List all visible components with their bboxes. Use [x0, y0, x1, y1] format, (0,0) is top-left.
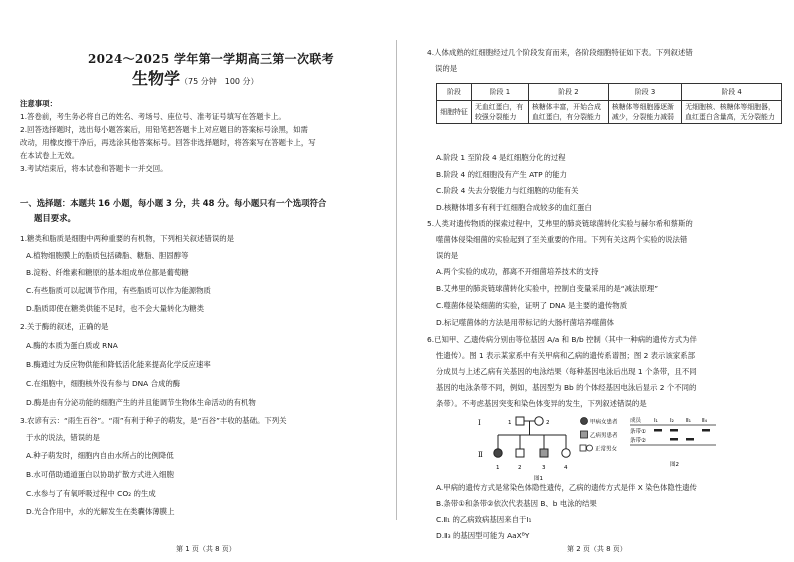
question-3-option-a: A.种子萌发时，细胞内自由水所占的比例降低 [26, 451, 174, 460]
electrophoresis-figure-2 [630, 414, 726, 470]
question-1-option-d: D.脂质即使在糖类供能不足时，也不会大量转化为糖类 [26, 304, 205, 313]
question-5-option-a: A.两个实验的成功，都离不开细菌培养技术的支持 [436, 267, 599, 276]
question-3-option-c: C.水参与了有氧呼吸过程中 CO₂ 的生成 [26, 489, 156, 498]
table-row [437, 101, 782, 124]
table-header-row [437, 84, 782, 101]
table-header-cell: 阶段 1 [472, 84, 529, 101]
question-4-stem-cont: 误的是 [435, 64, 458, 73]
cell-stage-table [436, 83, 782, 124]
subject-line [132, 66, 259, 89]
question-2-option-b: B.酶通过为反应物供能和降低活化能来提高化学反应速率 [26, 360, 211, 369]
individual-number: 2 [518, 465, 522, 471]
section-heading: 一、选择题：本题共 16 小题，每小题 3 分，共 48 分。每小题只有一个选项符合 [20, 198, 327, 208]
question-3-option-d: D.光合作用中，水的光解发生在类囊体薄膜上 [26, 507, 175, 516]
gel-row-label: 条带② [630, 438, 646, 444]
gel-row-label: 条带① [630, 429, 646, 435]
notice-line: 在本试卷上无效。 [20, 151, 80, 160]
individual-number: 3 [542, 465, 546, 471]
gel-band [702, 429, 710, 432]
legend-label: 正常男女 [595, 446, 618, 453]
pedigree-male-normal [516, 417, 524, 425]
table-cell: 核糖体丰富，开始合成血红蛋白，有分裂能力 [528, 101, 608, 124]
question-3-stem: 3.农谚有云：“雨生百谷”。“雨”有利于种子的萌发，是“百谷”丰收的基础。下列关 [20, 416, 287, 425]
pedigree-female-normal [562, 449, 570, 457]
question-4-option-d: D.核糖体增多有利于红细胞合成较多的血红蛋白 [436, 203, 592, 212]
legend-normal-female-icon [587, 445, 593, 451]
exam-title: 2024～2025 学年第一学期高三第一次联考 [88, 52, 334, 66]
legend-label: 甲病女患者 [590, 419, 618, 426]
table-header-cell: 阶段 3 [608, 84, 681, 101]
question-6-option-d: D.Ⅱ₃ 的基因型可能为 AaXᴮY [436, 531, 530, 540]
table-row-label: 细胞特征 [437, 101, 472, 124]
question-6-option-b: B.条带①和条带②依次代表基因 B、b 电泳的结果 [436, 499, 597, 508]
notice-line: 2.回答选择题时，选出每小题答案后，用铅笔把答题卡上对应题目的答案标号涂黑，如需 [20, 125, 308, 134]
gel-header: Ⅰ₁ [654, 418, 658, 424]
gel-header: Ⅱ₁ [686, 418, 691, 424]
subject-name: 生物学 [132, 69, 181, 88]
question-5-stem-cont: 误的是 [436, 251, 459, 260]
question-4-option-b: B.阶段 4 的红细胞没有产生 ATP 的能力 [436, 170, 568, 179]
question-4-stem: 4.人体成熟的红细胞经过几个阶段发育而来，各阶段细胞特征如下表。下列叙述错 [427, 48, 693, 57]
question-6-option-c: C.Ⅱ₁ 的乙病致病基因来自于Ⅰ₁ [436, 515, 532, 524]
individual-number: 4 [564, 465, 568, 471]
figure-2-caption: 图2 [670, 462, 679, 468]
individual-number: 1 [496, 465, 500, 471]
question-3-option-b: B.水可借助通道蛋白以协助扩散方式进入细胞 [26, 470, 174, 479]
notice-line: 1.答卷前，考生务必将自己的姓名、考场号、座位号、准考证号填写在答题卡上。 [20, 112, 286, 121]
gel-band [670, 438, 678, 441]
generation-1-label: Ⅰ [478, 419, 481, 427]
individual-number: 1 [508, 420, 512, 426]
legend-affected-female-icon [581, 418, 588, 425]
question-2-option-d: D.酶是由有分泌功能的细胞产生的并且能调节生物体生命活动的有机物 [26, 398, 256, 407]
gel-band [654, 429, 662, 432]
individual-number: 2 [546, 420, 550, 426]
notice-heading: 注意事项： [20, 99, 57, 108]
table-cell: 无细胞核、核糖体等细胞器，血红蛋白含量高，无分裂能力 [682, 101, 782, 124]
section-heading-cont: 题目要求。 [34, 213, 76, 223]
question-6-stem-cont: 基因的电泳条带不同，例如，基因型为 Bb 的个体经基因电泳后显示 2 个不同的 [436, 383, 697, 392]
question-5-option-c: C.噬菌体侵染细菌的实验，证明了 DNA 是主要的遗传物质 [436, 301, 628, 310]
pedigree-male-affected-b [540, 449, 548, 457]
question-6-option-a: A.甲病的遗传方式是常染色体隐性遗传，乙病的遗传方式是伴 X 染色体隐性遗传 [436, 483, 697, 492]
question-1-option-b: B.淀粉、纤维素和糖原的基本组成单位都是葡萄糖 [26, 268, 189, 277]
question-3-stem-cont: 于水的说法，错误的是 [26, 433, 100, 442]
question-2-stem: 2.关于酶的叙述，正确的是 [20, 322, 109, 331]
gel-band [686, 438, 694, 441]
legend-normal-male-icon [580, 445, 586, 451]
table-cell: 核糖体等细胞器逐渐减少，分裂能力减弱 [608, 101, 681, 124]
question-4-option-a: A.阶段 1 至阶段 4 是红细胞分化的过程 [436, 153, 566, 162]
table-cell: 无血红蛋白，有较强分裂能力 [472, 101, 529, 124]
table-header-cell: 阶段 2 [528, 84, 608, 101]
legend-affected-male-icon [581, 431, 588, 438]
question-6-stem-cont: 条带）。不考虑基因突变和染色体变异的发生，下列叙述错误的是 [436, 399, 647, 408]
notice-line: 3.考试结束后，将本试卷和答题卡一并交回。 [20, 164, 168, 173]
table-header-cell: 阶段 [437, 84, 472, 101]
question-1-option-c: C.有些脂质可以起调节作用，有些脂质可以作为能源物质 [26, 286, 211, 295]
notice-line: 改动，用橡皮擦干净后，再选涂其他答案标号。回答非选择题时，将答案写在答题卡上，写 [20, 138, 316, 147]
gel-header: Ⅱ₄ [702, 418, 707, 424]
question-2-option-a: A.酶的本质为蛋白质或 RNA [26, 341, 118, 350]
pedigree-figure-1 [478, 413, 628, 483]
gel-header: Ⅰ₂ [670, 418, 674, 424]
table-header-cell: 阶段 4 [682, 84, 782, 101]
generation-2-label: Ⅱ [478, 451, 483, 459]
question-2-option-c: C.在细胞中，细胞核外没有参与 DNA 合成的酶 [26, 379, 181, 388]
question-5-stem-cont: 噬菌体侵染细菌的实验起到了至关重要的作用。下列有关这两个实验的说法错 [436, 235, 688, 244]
gel-band [670, 429, 678, 432]
question-5-stem: 5.人类对遗传物质的探索过程中，艾弗里的肺炎链球菌转化实验与赫尔希和蔡斯的 [427, 219, 693, 228]
question-1-stem: 1.糖类和脂质是细胞中两种重要的有机物，下列相关叙述错误的是 [20, 234, 234, 243]
question-6-stem: 6.已知甲、乙遗传病分别由等位基因 A/a 和 B/b 控制（其中一种病的遗传方式为伴 [427, 335, 697, 344]
page-number-left: 第 1 页（共 8 页） [176, 545, 236, 553]
exam-duration-score: （75 分钟 100 分） [180, 77, 259, 86]
question-5-option-b: B.艾弗里的肺炎链球菌转化实验中，控制自变量采用的是“减法原理” [436, 284, 659, 293]
question-5-option-d: D.标记噬菌体的方法是用带标记的大肠杆菌培养噬菌体 [436, 318, 615, 327]
legend-label: 乙病男患者 [590, 433, 618, 439]
figure-1-caption: 图1 [534, 476, 543, 482]
question-6-stem-cont: 分成员与上述乙病有关基因的电泳结果（每种基因电泳后出现 1 个条带，且不同 [436, 367, 697, 376]
question-1-option-a: A.植物细胞膜上的脂质包括磷脂、糖脂、胆固醇等 [26, 251, 189, 260]
question-4-option-c: C.阶段 4 失去分裂能力与红细胞的功能有关 [436, 186, 579, 195]
pedigree-female-affected-a [494, 449, 502, 457]
page-number-right: 第 2 页（共 8 页） [567, 545, 627, 553]
pedigree-female-normal [535, 417, 543, 425]
question-6-stem-cont: 性遗传）。图 1 表示某家系中有关甲病和乙病的遗传系谱图；图 2 表示该家系部 [436, 351, 695, 360]
pedigree-male-normal [516, 449, 524, 457]
gel-header: 成员 [630, 418, 642, 424]
